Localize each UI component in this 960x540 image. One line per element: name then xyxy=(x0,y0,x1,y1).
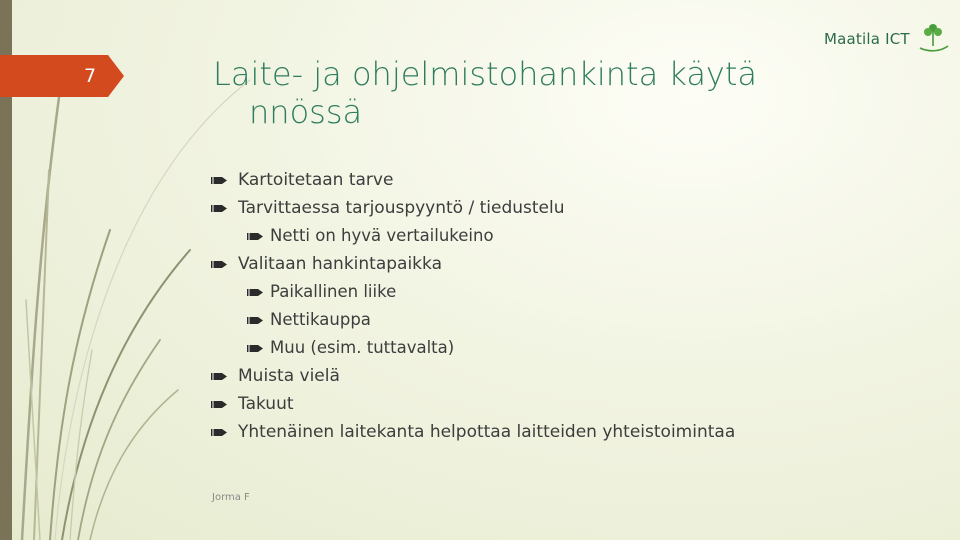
bullet-list xyxy=(210,166,930,446)
list-item-text: Muista vielä xyxy=(238,366,340,386)
pencil-bullet-icon xyxy=(246,315,264,326)
list-item xyxy=(210,306,930,334)
list-item-text: Yhtenäinen laitekanta helpottaa laitteiden yhteistoimintaa xyxy=(238,422,736,442)
list-item-text: Paikallinen liike xyxy=(270,282,397,301)
list-item xyxy=(210,418,930,446)
maatila-ict-logo xyxy=(824,20,950,54)
list-item-text: Takuut xyxy=(238,394,294,414)
slide-number: 7 xyxy=(83,65,97,87)
slide-title-line-1: Laite- ja ohjelmistohankinta käytä xyxy=(213,55,758,93)
list-item-text: Nettikauppa xyxy=(270,310,371,329)
list-item-text: Netti on hyvä vertailukeino xyxy=(270,226,494,245)
pencil-bullet-icon xyxy=(210,203,228,214)
pencil-bullet-icon xyxy=(210,399,228,410)
clover-icon xyxy=(916,20,950,54)
list-item xyxy=(210,250,930,278)
list-item-text: Valitaan hankintapaikka xyxy=(238,254,442,274)
list-item-text: Tarvittaessa tarjouspyyntö / tiedustelu xyxy=(238,198,565,218)
list-item xyxy=(210,390,930,418)
list-item xyxy=(210,278,930,306)
pencil-bullet-icon xyxy=(210,371,228,382)
logo-text: Maatila ICT xyxy=(824,30,910,48)
list-item xyxy=(210,166,930,194)
list-item-text: Kartoitetaan tarve xyxy=(238,170,394,190)
footer-author: Jorma F xyxy=(212,492,250,503)
pencil-bullet-icon xyxy=(210,427,228,438)
list-item-text: Muu (esim. tuttavalta) xyxy=(270,338,455,357)
pencil-bullet-icon xyxy=(246,231,264,242)
pencil-bullet-icon xyxy=(246,343,264,354)
slide-title-line-2: nnössä xyxy=(249,93,363,131)
list-item xyxy=(210,362,930,390)
pencil-bullet-icon xyxy=(210,259,228,270)
pencil-bullet-icon xyxy=(246,287,264,298)
pencil-bullet-icon xyxy=(210,175,228,186)
slide-title xyxy=(213,55,833,131)
list-item xyxy=(210,194,930,222)
list-item xyxy=(210,222,930,250)
list-item xyxy=(210,334,930,362)
